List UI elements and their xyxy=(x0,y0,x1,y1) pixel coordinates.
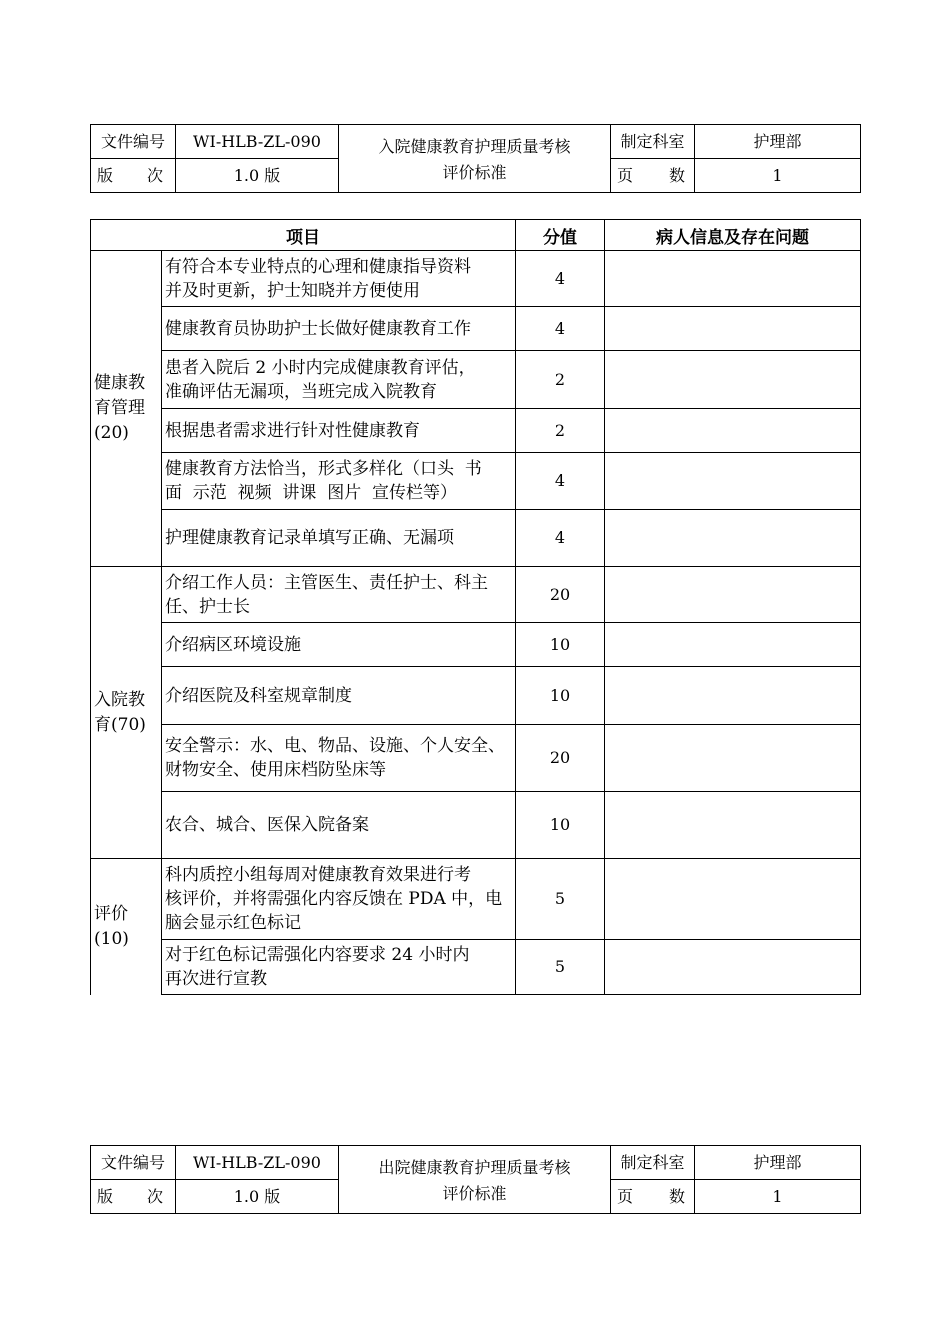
document-title-line1: 入院健康教育护理质量考核 xyxy=(378,136,571,156)
score-value: 4 xyxy=(516,251,605,307)
version-label: 版 次 xyxy=(91,1180,176,1214)
issues-cell[interactable] xyxy=(605,940,861,995)
table-row xyxy=(91,940,861,995)
item-text: 患者入院后 2 小时内完成健康教育评估， 准确评估无漏项，当班完成入院教育 xyxy=(162,351,516,409)
issues-cell[interactable] xyxy=(605,409,861,453)
item-text: 健康教育方法恰当，形式多样化（口头 书 面 示范 视频 讲课 图片 宣传栏等） xyxy=(162,453,516,510)
dept-label: 制定科室 xyxy=(611,1146,695,1180)
doc-number-label: 文件编号 xyxy=(91,1146,176,1180)
score-value: 2 xyxy=(516,351,605,409)
issues-cell[interactable] xyxy=(605,667,861,725)
document-title-line1: 出院健康教育护理质量考核 xyxy=(378,1157,571,1177)
item-text: 介绍病区环境设施 xyxy=(162,623,516,667)
document-title xyxy=(339,1146,611,1214)
item-text: 根据患者需求进行针对性健康教育 xyxy=(162,409,516,453)
issues-cell[interactable] xyxy=(605,859,861,940)
issues-cell[interactable] xyxy=(605,792,861,859)
item-text: 农合、城合、医保入院备案 xyxy=(162,792,516,859)
table-row xyxy=(91,667,861,725)
item-text: 安全警示：水、电、物品、设施、个人安全、 财物安全、使用床档防坠床等 xyxy=(162,725,516,792)
doc-number: WI-HLB-ZL-090 xyxy=(176,125,339,159)
version-label: 版 次 xyxy=(91,159,176,193)
score-value: 4 xyxy=(516,510,605,567)
pages-value: 1 xyxy=(695,1180,861,1214)
category-admission-education: 入院教 育(70) xyxy=(91,567,162,859)
column-header-issues: 病人信息及存在问题 xyxy=(605,220,861,251)
table-row xyxy=(91,307,861,351)
version-value: 1.0 版 xyxy=(176,1180,339,1214)
item-text: 健康教育员协助护士长做好健康教育工作 xyxy=(162,307,516,351)
score-value: 20 xyxy=(516,725,605,792)
category-health-education-management: 健康教 育管理 (20) xyxy=(91,251,162,567)
table-header-row xyxy=(91,220,861,251)
score-value: 2 xyxy=(516,409,605,453)
score-value: 10 xyxy=(516,792,605,859)
table-row xyxy=(91,792,861,859)
document-header-discharge xyxy=(90,1145,861,1214)
column-header-item: 项目 xyxy=(91,220,516,251)
table-row xyxy=(91,409,861,453)
issues-cell[interactable] xyxy=(605,251,861,307)
document-header-admission xyxy=(90,124,861,193)
score-value: 4 xyxy=(516,307,605,351)
table-row xyxy=(91,453,861,510)
score-value: 4 xyxy=(516,453,605,510)
pages-label: 页 数 xyxy=(611,159,695,193)
pages-label: 页 数 xyxy=(611,1180,695,1214)
issues-cell[interactable] xyxy=(605,307,861,351)
doc-number-label: 文件编号 xyxy=(91,125,176,159)
item-text: 介绍医院及科室规章制度 xyxy=(162,667,516,725)
dept-label: 制定科室 xyxy=(611,125,695,159)
doc-number: WI-HLB-ZL-090 xyxy=(176,1146,339,1180)
table-row xyxy=(91,351,861,409)
table-row xyxy=(91,859,861,940)
score-value: 10 xyxy=(516,667,605,725)
table-row xyxy=(91,251,861,307)
column-header-score: 分值 xyxy=(516,220,605,251)
item-text: 护理健康教育记录单填写正确、无漏项 xyxy=(162,510,516,567)
version-value: 1.0 版 xyxy=(176,159,339,193)
item-text: 有符合本专业特点的心理和健康指导资料 并及时更新，护士知晓并方便使用 xyxy=(162,251,516,307)
score-value: 5 xyxy=(516,940,605,995)
dept-value: 护理部 xyxy=(695,125,861,159)
document-title xyxy=(339,125,611,193)
evaluation-table xyxy=(90,219,861,995)
score-value: 10 xyxy=(516,623,605,667)
document-title-line2: 评价标准 xyxy=(442,1183,507,1203)
dept-value: 护理部 xyxy=(695,1146,861,1180)
category-evaluation: 评价 (10) xyxy=(91,859,162,995)
issues-cell[interactable] xyxy=(605,567,861,623)
table-row xyxy=(91,510,861,567)
score-value: 20 xyxy=(516,567,605,623)
item-text: 对于红色标记需强化内容要求 24 小时内 再次进行宣教 xyxy=(162,940,516,995)
pages-value: 1 xyxy=(695,159,861,193)
issues-cell[interactable] xyxy=(605,725,861,792)
item-text: 科内质控小组每周对健康教育效果进行考 核评价，并将需强化内容反馈在 PDA 中，电 脑会显示红色标记 xyxy=(162,859,516,940)
issues-cell[interactable] xyxy=(605,453,861,510)
table-row xyxy=(91,567,861,623)
issues-cell[interactable] xyxy=(605,623,861,667)
table-row xyxy=(91,725,861,792)
document-title-line2: 评价标准 xyxy=(442,162,507,182)
issues-cell[interactable] xyxy=(605,351,861,409)
item-text: 介绍工作人员：主管医生、责任护士、科主 任、护士长 xyxy=(162,567,516,623)
issues-cell[interactable] xyxy=(605,510,861,567)
table-row xyxy=(91,623,861,667)
score-value: 5 xyxy=(516,859,605,940)
